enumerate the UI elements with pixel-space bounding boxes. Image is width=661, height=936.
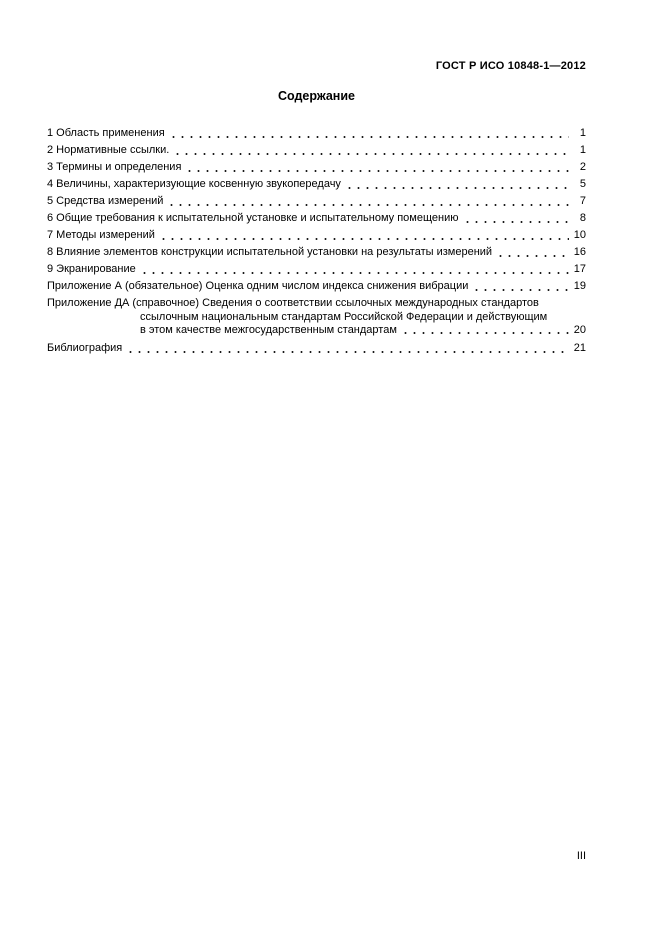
toc-entry [47,227,586,244]
dot-leader [173,142,569,159]
toc-entry-label: 6 Общие требования к испытательной установке и испытательному помещению [47,212,459,224]
toc-entry-page: 20 [573,324,586,336]
dot-leader [463,210,570,227]
toc-entry [47,176,586,193]
dot-leader [167,193,569,210]
toc-entry-line-3 [140,324,586,338]
toc-entry [47,142,586,159]
toc-entry-line-1: Приложение ДА (справочное) Сведения о соответствии ссылочных международных стандартов [47,297,539,309]
toc-entry [47,244,586,261]
toc-entry-page: 17 [573,263,586,275]
doc-number: ГОСТ Р ИСО 10848-1—2012 [435,60,586,72]
toc-entry-bibliography [47,340,586,357]
toc-entry-label: Библиография [47,341,123,354]
toc-entry-label: в этом качестве межгосударственным стандартам [140,324,397,336]
page-title: Содержание [277,89,355,103]
toc-entry [47,210,586,227]
toc-entry-page: 16 [573,246,586,258]
dot-leader [126,340,569,357]
toc-entry-label: 4 Величины, характеризующие косвенную звукопередачу [47,178,341,190]
toc-entry-page: 8 [579,212,586,224]
toc-entry-page: 21 [573,341,586,354]
toc-entry-page: 1 [579,144,586,156]
dot-leader [345,176,569,193]
toc-entry-label: Приложение А (обязательное) Оценка одним числом индекса снижения вибрации [47,280,469,292]
dot-leader [401,324,569,338]
dot-leader [140,261,569,278]
toc-entry [47,261,586,278]
toc-entry [47,193,586,210]
toc-entry [47,159,586,176]
toc-entry-appendix-a [47,278,586,295]
toc-entry [47,125,586,142]
toc-entry-label: 7 Методы измерений [47,229,155,241]
dot-leader [496,244,569,261]
toc-entry-page: 1 [579,127,586,139]
toc-entry-label: 2 Нормативные ссылки. [47,144,170,156]
toc-entry-appendix-da [47,295,586,340]
toc-entry-page: 19 [573,280,586,292]
toc-entry-label: 3 Термины и определения [47,161,182,173]
table-of-contents [47,125,586,357]
dot-leader [169,125,569,142]
toc-entry-page: 7 [579,195,586,207]
toc-entry-label: 5 Средства измерений [47,195,164,207]
toc-entry-page: 2 [579,161,586,173]
toc-entry-label: 9 Экранирование [47,263,136,275]
toc-entry-line-2: ссылочным национальным стандартам Российской Федерации и действующим [140,310,548,323]
dot-leader [185,159,569,176]
footer-page-number: III [576,850,586,862]
dot-leader [159,227,569,244]
dot-leader [472,278,569,295]
toc-entry-page: 10 [573,229,586,241]
toc-entry-label: 8 Влияние элементов конструкции испытательной установки на результаты измерений [47,246,493,258]
toc-entry-page: 5 [579,178,586,190]
toc-entry-label: 1 Область применения [47,127,165,139]
